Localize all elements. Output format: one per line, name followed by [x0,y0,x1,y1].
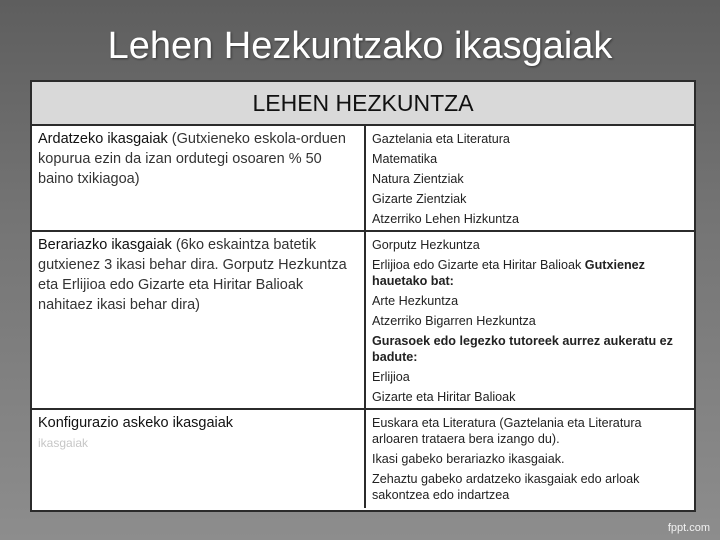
subject-item: Gizarte Zientziak [372,192,467,206]
row-subjects [366,232,694,408]
category-name: Ardatzeko ikasgaiak [38,131,168,147]
row-subjects [366,410,694,508]
category-name: Konfigurazio askeko ikasgaiak [38,415,234,431]
subject-item: Erlijioa [372,370,410,384]
subject-item: Ikasi gabeko berariazko ikasgaiak. [372,452,565,466]
subject-item: Arte Hezkuntza [372,294,459,308]
subject-item: Gizarte eta Hiritar Balioak [372,390,516,404]
subjects-table [30,80,696,512]
subject-group-note: Gutxienez hauetako bat: [372,258,645,288]
category-faint-text: ikasgaiak [38,436,89,450]
slide-title: Lehen Hezkuntzako ikasgaiak [107,25,613,67]
subject-group-note: Gurasoek edo legezko tutoreek aurrez aukeratu ez badute: [372,334,673,364]
category-name: Berariazko ikasgaiak [38,237,172,253]
table-header: LEHEN HEZKUNTZA [32,82,694,126]
brand-watermark: fppt.com [667,522,710,534]
row-subjects [366,126,694,230]
subject-item: Zehaztu gabeko ardatzeko ikasgaiak edo arloak sakontzea edo indartzea [372,472,640,502]
row-category [32,410,366,508]
category-description: (Gutxieneko eskola-orduen kopurua ezin da izan ordutegi osoaren % 50 baino txikiagoa) [38,131,346,187]
row-category [32,232,366,408]
category-description: (6ko eskaintza batetik gutxienez 3 ikasi behar dira. Gorputz Hezkuntza eta Erlijioa edo Gizarte eta Hiritar Balioak nahitaez ikasi behar dira) [38,237,347,313]
table-row [32,126,694,232]
subject-item: Atzerriko Lehen Hizkuntza [372,212,519,226]
table-row [32,232,694,410]
subject-item: Gorputz Hezkuntza [372,238,480,252]
subject-item: Euskara eta Literatura (Gaztelania eta Literatura arloaren trataera bera izango du). [372,416,642,446]
subject-item: Matematika [372,152,438,166]
row-category [32,126,366,230]
subject-text: Erlijioa edo Gizarte eta Hiritar Balioak [372,258,585,272]
table-row [32,410,694,508]
subject-item: Atzerriko Bigarren Hezkuntza [372,314,536,328]
subject-item: Natura Zientziak [372,172,464,186]
subject-item: Gaztelania eta Literatura [372,132,510,146]
subject-item [372,255,688,291]
